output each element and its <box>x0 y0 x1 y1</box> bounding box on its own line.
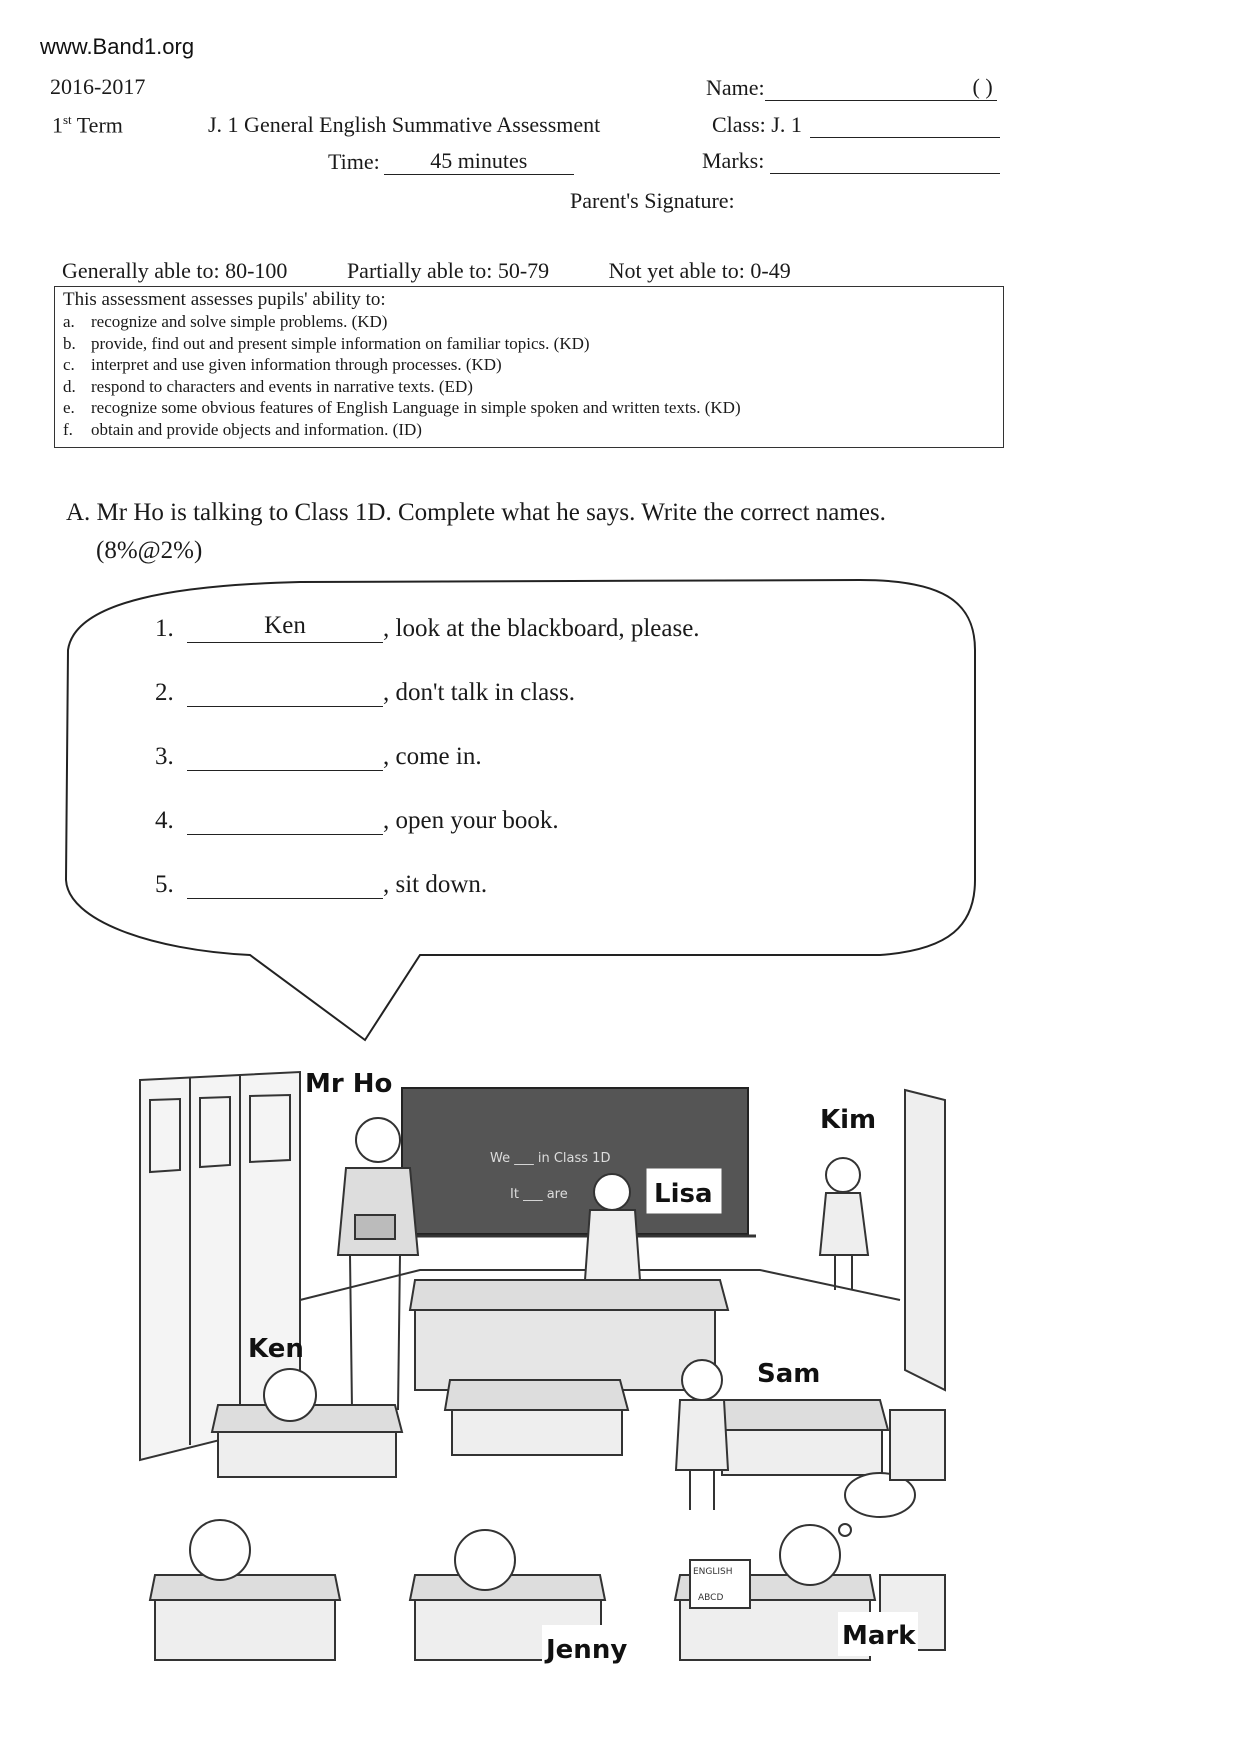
objective-item: f. obtain and provide objects and information. (ID) <box>63 419 422 439</box>
term-label: 1st Term <box>52 112 123 138</box>
site-watermark: www.Band1.org <box>40 34 195 59</box>
time-value: 45 minutes <box>384 148 574 175</box>
objectives-intro: This assessment assesses pupils' ability to: <box>63 289 386 310</box>
book-letters: ABCD <box>698 1593 724 1603</box>
band-partially: Partially able to: 50-79 <box>346 258 550 283</box>
answer-item-2: 2. , don't talk in class. <box>155 676 575 707</box>
objective-item: c. interpret and use given information through processes. (KD) <box>63 355 502 374</box>
time-field: Time: 45 minutes <box>328 148 574 175</box>
answer-item-3: 3. , come in. <box>155 740 482 771</box>
answer-item-1: 1. Ken , look at the blackboard, please. <box>155 612 700 642</box>
board-text-1: We ___ in Class 1D <box>490 1151 611 1166</box>
section-a-marks: (8%@2%) <box>96 537 203 564</box>
label-ken: Ken <box>248 1334 304 1364</box>
label-jenny: Jenny <box>546 1635 628 1665</box>
label-lisa: Lisa <box>654 1179 713 1209</box>
instruction-text: A. Mr Ho is talking to Class 1D. Complete what he says. Write the correct names. <box>66 499 886 526</box>
name-field: Name: ( ) <box>706 74 997 101</box>
band-generally: Generally able to: 80-100 <box>62 258 288 283</box>
objective-item: d. respond to characters and events in narrative texts. (ED) <box>63 376 473 396</box>
label-sam: Sam <box>757 1359 821 1389</box>
assessment-title: J. 1 General English Summative Assessment <box>208 112 601 137</box>
answer-item-4: 4. , open your book. <box>155 804 559 835</box>
marks-field: Marks: <box>702 148 1000 174</box>
class-field: Class: J. 1 <box>712 112 1000 138</box>
label-kim: Kim <box>820 1105 877 1135</box>
band-not-yet: Not yet able to: 0-49 <box>608 258 791 283</box>
school-year: 2016-2017 <box>50 74 146 99</box>
label-mark: Mark <box>842 1621 916 1651</box>
board-text-2: It ___ are <box>510 1187 568 1202</box>
objective-item: a. recognize and solve simple problems. (KD) <box>63 312 388 331</box>
label-mr-ho: Mr Ho <box>305 1069 393 1099</box>
parent-signature-label: Parent's Signature: <box>570 188 735 213</box>
answer-item-5: 5. , sit down. <box>155 868 487 899</box>
objective-item: b. provide, find out and present simple information on familiar topics. (KD) <box>63 333 590 353</box>
answer-blank-1[interactable]: Ken <box>187 612 383 643</box>
objective-item: e. recognize some obvious features of English Language in simple spoken and written texts. (KD) <box>63 398 741 417</box>
book-title: ENGLISH <box>693 1567 733 1577</box>
name-line: ( ) <box>765 74 997 101</box>
